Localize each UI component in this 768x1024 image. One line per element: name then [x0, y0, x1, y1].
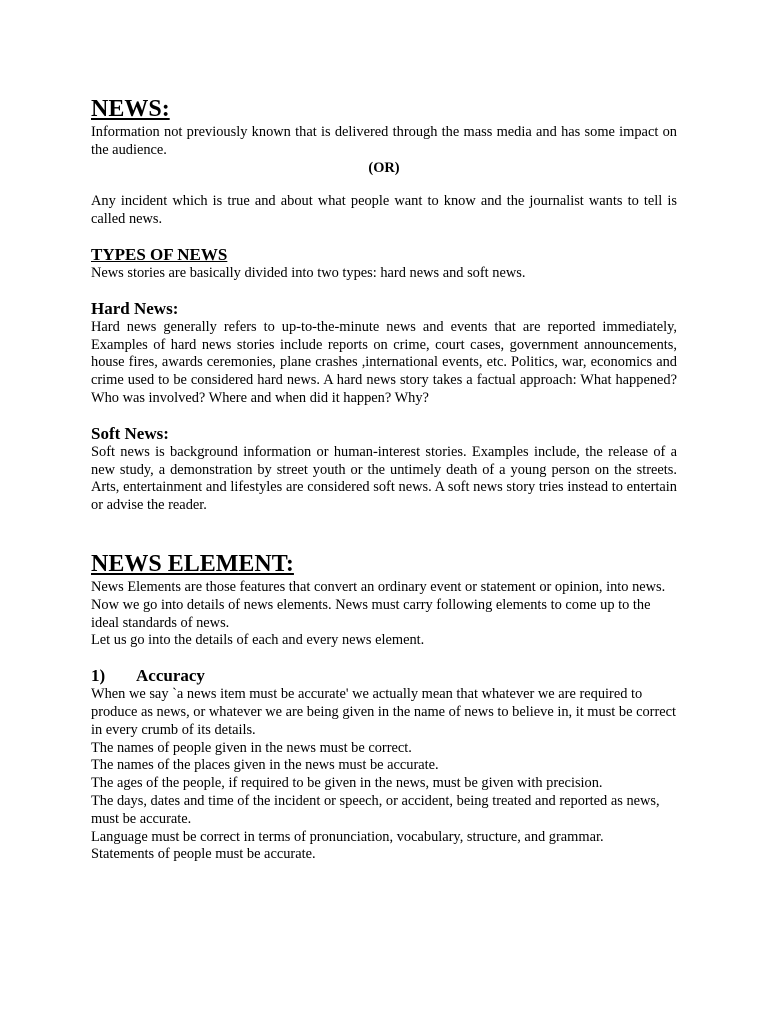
accuracy-title: Accuracy	[136, 666, 205, 686]
accuracy-heading	[91, 666, 677, 686]
news-definition: Information not previously known that is delivered through the mass media and has some impact on the audience.	[91, 124, 677, 158]
hard-news-text: Hard news generally refers to up-to-the-minute news and events that are reported immediately, Examples of hard news stories include reports on crime, court cases, government announcements, house fires, awards ceremonies, plane crashes ,international events, etc. Politics, war, economics and crime used to be considered hard news. A hard news story takes a factual approach: What happened? Who was involved? Where and when did it happen? Why?	[91, 318, 677, 406]
news-element-p2: Now we go into details of news elements. News must carry following elements to come up to the ideal standards of news.	[91, 596, 651, 631]
document-body	[91, 94, 677, 864]
spacer	[91, 650, 677, 666]
types-heading: TYPES OF NEWS	[91, 244, 228, 264]
accuracy-line: Statements of people must be accurate.	[91, 846, 316, 863]
soft-news-heading: Soft News:	[91, 423, 169, 443]
soft-news-text: Soft news is background information or human-interest stories. Examples include, the release of a new study, a demonstration by street youth or the untimely death of a young person on the streets. Arts, entertainment and lifestyles are considered soft news. A soft news story tries instead to entertain or advise the reader.	[91, 443, 677, 514]
hard-news-heading: Hard News:	[91, 298, 179, 318]
accuracy-number: 1)	[91, 666, 106, 686]
spacer	[91, 283, 677, 299]
spacer	[91, 229, 677, 245]
news-element-heading: NEWS ELEMENT:	[91, 550, 294, 577]
news-element-p3: Let us go into the details of each and every news element.	[91, 632, 425, 649]
or-separator: (OR)	[368, 159, 400, 176]
news-heading: NEWS:	[91, 96, 170, 122]
accuracy-line: The names of the places given in the news must be accurate.	[91, 757, 439, 774]
accuracy-line: Language must be correct in terms of pronunciation, vocabulary, structure, and grammar.	[91, 828, 604, 845]
accuracy-line: The days, dates and time of the incident or speech, or accident, being treated and reported as news, must be accurate.	[91, 792, 660, 827]
news-element-p1: News Elements are those features that convert an ordinary event or statement or opinion, into news.	[91, 578, 666, 595]
types-intro: News stories are basically divided into two types: hard news and soft news.	[91, 264, 526, 281]
accuracy-line: The names of people given in the news must be correct.	[91, 739, 412, 756]
spacer	[91, 177, 677, 193]
accuracy-line: When we say `a news item must be accurate' we actually mean that whatever we are required to produce as news, or whatever we are being given in the name of news to believe in, it must be correct in every crumb of its details.	[91, 686, 677, 738]
accuracy-line: The ages of the people, if required to be given in the news, must be given with precision.	[91, 775, 603, 792]
spacer	[91, 408, 677, 424]
news-alt-definition: Any incident which is true and about what people want to know and the journalist wants to tell is called news.	[91, 193, 677, 228]
spacer	[91, 515, 677, 549]
